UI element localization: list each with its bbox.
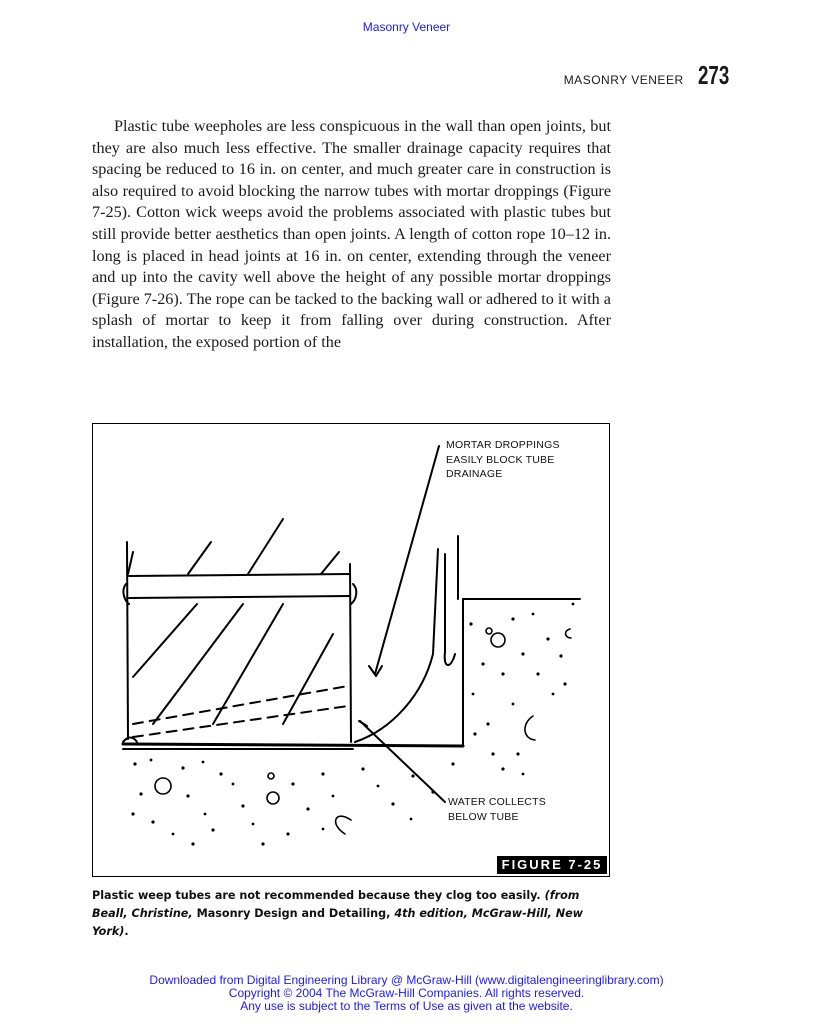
brick-top-edge [129, 574, 350, 576]
flashing-line [123, 744, 463, 746]
aggregate [525, 716, 535, 740]
footer-terms-link[interactable]: Any use is subject to the Terms of Use as given at the website. [240, 999, 573, 1013]
running-title: MASONRY VENEER [563, 73, 684, 87]
footer [0, 974, 813, 1013]
wall-edge [127, 542, 128, 739]
body-paragraph: Plastic tube weepholes are less conspicuous in the wall than open joints, but they are also much less effective. The smaller drainage capacity requires that spacing be reduced to 16 in. on center, and much greater care in construction is also required to avoid blocking the narrow tubes with mortar droppings (Figure 7-25). Cotton wick weeps avoid the problems associated with plastic tubes but still provide better aesthetics than open joints. A length of cotton rope 10–12 in. long is placed in head joints at 16 in. on center, extending through the veneer and up into the cavity well above the height of any possible mortar droppings (Figure 7-26). The rope can be tacked to the backing wall or adhered to it with a splash of mortar to keep it from falling over during construction. After installation, the exposed portion of the [92, 117, 611, 351]
aggregate [336, 816, 351, 834]
aggregate [491, 633, 505, 647]
hatch-stroke [283, 634, 333, 724]
weep-tube-lower [133, 706, 348, 737]
caption-end: . [124, 925, 129, 938]
callout-water-collects: WATER COLLECTS BELOW TUBE [448, 796, 546, 823]
aggregate [267, 792, 279, 804]
hatch-stroke [133, 604, 197, 677]
caption-book-title: Masonry Design and Detailing, [196, 907, 391, 920]
hatch-stroke [128, 552, 133, 574]
flashing-curve [445, 554, 455, 665]
footer-download-link[interactable]: Downloaded from Digital Engineering Library @ McGraw-Hill (www.digitalengineeringlibrary.com) [149, 973, 664, 987]
callout-leader-bottom [360, 721, 445, 802]
tube-mouth [123, 738, 137, 743]
hatch-stroke [321, 552, 339, 574]
running-head [564, 60, 741, 91]
page-number: 273 [697, 60, 729, 90]
hatch-stroke [153, 604, 243, 724]
brick-right-edge [350, 564, 351, 742]
mortar-joint-bulge [351, 584, 356, 604]
brick-bottom-edge [129, 596, 350, 598]
hatch-stroke [248, 519, 283, 574]
figure-caption [92, 887, 614, 941]
aggregate [486, 628, 492, 634]
caption-source-part1: (from Beall, Christine, [92, 889, 580, 920]
callout-arrow [359, 721, 367, 726]
aggregate [566, 629, 571, 638]
aggregate [268, 773, 274, 779]
callout-leader-top [375, 446, 439, 674]
figure-number-tag: FIGURE 7-25 [497, 856, 607, 874]
footer-copyright: Copyright © 2004 The McGraw-Hill Companies. All rights reserved. [228, 986, 585, 1000]
document-title-link[interactable]: Masonry Veneer [362, 20, 451, 34]
figure-7-25 [92, 423, 610, 877]
caption-source-part2: 4th edition, McGraw-Hill, New York) [92, 907, 584, 938]
flashing-curve [355, 549, 438, 742]
callout-mortar-droppings: MORTAR DROPPINGS EASILY BLOCK TUBE DRAINAGE [446, 439, 560, 480]
aggregate [155, 778, 171, 794]
hatch-stroke [213, 604, 283, 724]
weep-tube-upper [133, 686, 348, 724]
caption-main: Plastic weep tubes are not recommended because they clog too easily. [92, 889, 541, 902]
hatch-stroke [188, 542, 211, 574]
